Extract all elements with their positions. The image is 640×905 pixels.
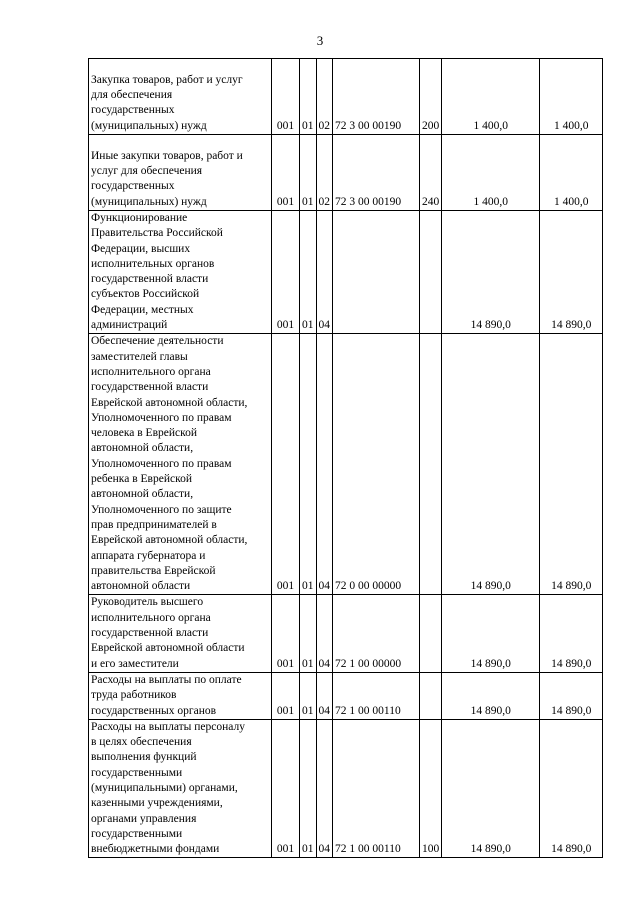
target-article-cell: 72 1 00 00000 bbox=[333, 595, 420, 672]
row-name-line: органами управления bbox=[91, 812, 197, 825]
amount-cell: 14 890,0 bbox=[442, 719, 540, 858]
row-name-line: государственной власти bbox=[91, 273, 209, 286]
table-row bbox=[89, 211, 603, 334]
row-name-line: Функционирование bbox=[91, 212, 188, 224]
row-name-line: исполнительного органа bbox=[91, 611, 211, 624]
expense-type-cell bbox=[420, 595, 442, 672]
row-name-line: субъектов Российской bbox=[91, 288, 200, 301]
subsection-code-cell: 04 bbox=[316, 719, 333, 858]
row-name-line: Закупка товаров, работ и услуг bbox=[91, 73, 243, 86]
amount-cell: 1 400,0 bbox=[442, 135, 540, 211]
row-name-line: прав предпринимателей в bbox=[91, 518, 217, 531]
row-name-line: Руководитель высшего bbox=[91, 596, 204, 609]
row-name bbox=[89, 135, 272, 211]
amount-cell: 14 890,0 bbox=[442, 334, 540, 595]
row-name-line: Уполномоченного по правам bbox=[91, 457, 232, 470]
page-number: 3 bbox=[316, 33, 324, 48]
row-name-line: услуг для обеспечения bbox=[91, 165, 203, 178]
row-name bbox=[89, 211, 272, 334]
row-name-line: Уполномоченного по защите bbox=[91, 503, 232, 516]
admin-code-cell: 001 bbox=[272, 334, 300, 595]
subsection-code-cell: 04 bbox=[316, 672, 333, 719]
expense-type-cell: 200 bbox=[420, 59, 442, 135]
amount-cell: 14 890,0 bbox=[442, 595, 540, 672]
row-name-line: Уполномоченного по правам bbox=[91, 411, 232, 424]
admin-code-cell: 001 bbox=[272, 595, 300, 672]
expense-type-cell: 240 bbox=[420, 135, 442, 211]
amount-cell: 1 400,0 bbox=[540, 59, 603, 135]
expense-type-cell bbox=[420, 211, 442, 334]
admin-code-cell: 001 bbox=[272, 719, 300, 858]
row-name-line: исполнительного органа bbox=[91, 365, 211, 378]
table-row bbox=[89, 595, 603, 672]
expense-type-cell bbox=[420, 672, 442, 719]
section-code-cell: 01 bbox=[300, 595, 317, 672]
row-name bbox=[89, 595, 272, 672]
row-name-line: автономной области bbox=[91, 580, 191, 593]
section-code-cell: 01 bbox=[300, 211, 317, 334]
section-code-cell: 01 bbox=[300, 59, 317, 135]
row-name-line: (муниципальных) нужд bbox=[91, 119, 207, 132]
row-name bbox=[89, 719, 272, 858]
target-article-cell bbox=[333, 211, 420, 334]
row-name-line: и его заместители bbox=[91, 657, 179, 670]
row-name-line: Обеспечение деятельности bbox=[91, 335, 224, 348]
row-name-line: в целях обеспечения bbox=[91, 736, 192, 749]
row-name-line: государственной власти bbox=[91, 627, 209, 640]
row-name-line: Еврейской автономной области, bbox=[91, 396, 248, 409]
target-article-cell: 72 0 00 00000 bbox=[333, 334, 420, 595]
row-name-line: Расходы на выплаты персоналу bbox=[91, 720, 245, 733]
row-name-line: государственных bbox=[91, 104, 175, 117]
amount-cell: 14 890,0 bbox=[540, 595, 603, 672]
row-name-line: труда работников bbox=[91, 689, 177, 702]
target-article-cell: 72 1 00 00110 bbox=[333, 672, 420, 719]
amount-cell: 1 400,0 bbox=[540, 135, 603, 211]
budget-table bbox=[88, 58, 603, 858]
row-name-line: государственной власти bbox=[91, 381, 209, 394]
admin-code-cell: 001 bbox=[272, 135, 300, 211]
row-name-line: исполнительных органов bbox=[91, 257, 215, 270]
table-row bbox=[89, 719, 603, 858]
subsection-code-cell: 02 bbox=[316, 135, 333, 211]
row-name-line: государственными bbox=[91, 766, 183, 779]
budget-table-body bbox=[89, 59, 603, 858]
target-article-cell: 72 3 00 00190 bbox=[333, 59, 420, 135]
row-name-line: Еврейской автономной области bbox=[91, 642, 245, 655]
row-name-line: Правительства Российской bbox=[91, 227, 223, 240]
target-article-cell: 72 1 00 00110 bbox=[333, 719, 420, 858]
section-code-cell: 01 bbox=[300, 672, 317, 719]
table-row bbox=[89, 672, 603, 719]
section-code-cell: 01 bbox=[300, 719, 317, 858]
amount-cell: 1 400,0 bbox=[442, 59, 540, 135]
row-name-line: для обеспечения bbox=[91, 89, 173, 102]
amount-cell: 14 890,0 bbox=[540, 672, 603, 719]
row-name-line: (муниципальными) органами, bbox=[91, 781, 238, 794]
amount-cell: 14 890,0 bbox=[540, 719, 603, 858]
row-name-line: государственных bbox=[91, 180, 175, 193]
row-name-line: автономной области, bbox=[91, 442, 194, 455]
row-name-line: аппарата губернатора и bbox=[91, 549, 206, 562]
admin-code-cell: 001 bbox=[272, 59, 300, 135]
subsection-code-cell: 02 bbox=[316, 59, 333, 135]
row-name-line: государственными bbox=[91, 827, 183, 840]
section-code-cell: 01 bbox=[300, 135, 317, 211]
section-code-cell: 01 bbox=[300, 334, 317, 595]
admin-code-cell: 001 bbox=[272, 672, 300, 719]
subsection-code-cell: 04 bbox=[316, 211, 333, 334]
table-row bbox=[89, 59, 603, 135]
row-name-line: автономной области, bbox=[91, 488, 194, 501]
row-name bbox=[89, 334, 272, 595]
row-name-line: правительства Еврейской bbox=[91, 564, 216, 577]
expense-type-cell bbox=[420, 334, 442, 595]
row-name bbox=[89, 59, 272, 135]
table-row bbox=[89, 135, 603, 211]
row-name-line: Федерации, высших bbox=[91, 242, 191, 255]
amount-cell: 14 890,0 bbox=[442, 672, 540, 719]
row-name-line: внебюджетными фондами bbox=[91, 843, 220, 856]
row-name-line: Еврейской автономной области, bbox=[91, 534, 248, 547]
table-row bbox=[89, 334, 603, 595]
row-name-line: Расходы на выплаты по оплате bbox=[91, 673, 242, 686]
amount-cell: 14 890,0 bbox=[540, 334, 603, 595]
row-name bbox=[89, 672, 272, 719]
row-name-line: казенными учреждениями, bbox=[91, 797, 223, 810]
row-name-line: ребенка в Еврейской bbox=[91, 473, 192, 486]
row-name-line: администраций bbox=[91, 319, 168, 332]
admin-code-cell: 001 bbox=[272, 211, 300, 334]
row-name-line: заместителей главы bbox=[91, 350, 188, 363]
amount-cell: 14 890,0 bbox=[540, 211, 603, 334]
subsection-code-cell: 04 bbox=[316, 334, 333, 595]
row-name-line: государственных органов bbox=[91, 704, 217, 717]
amount-cell: 14 890,0 bbox=[442, 211, 540, 334]
row-name-line: выполнения функций bbox=[91, 751, 197, 764]
expense-type-cell: 100 bbox=[420, 719, 442, 858]
subsection-code-cell: 04 bbox=[316, 595, 333, 672]
target-article-cell: 72 3 00 00190 bbox=[333, 135, 420, 211]
row-name-line: Иные закупки товаров, работ и bbox=[91, 149, 243, 162]
row-name-line: Федерации, местных bbox=[91, 303, 194, 316]
row-name-line: (муниципальных) нужд bbox=[91, 195, 207, 208]
row-name-line: человека в Еврейской bbox=[91, 427, 198, 440]
